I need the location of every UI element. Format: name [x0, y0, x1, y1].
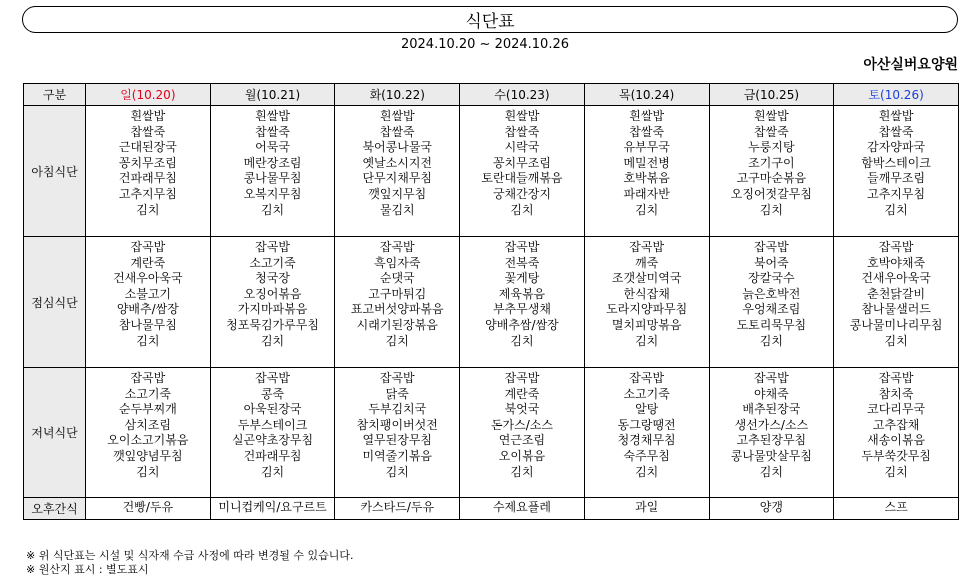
menu-item: 김치 [884, 464, 908, 479]
menu-item: 찹쌀죽 [753, 124, 789, 139]
note-change: ※ 위 식단표는 시설 및 식자재 수급 사정에 따라 변경될 수 있습니다. [26, 549, 354, 562]
meal-row-lunch [24, 237, 959, 368]
day-header-fri: 금(10.25) [709, 84, 834, 106]
menu-item: 김치 [635, 464, 659, 479]
menu-cell [584, 368, 709, 498]
menu-item: 흰쌀밥 [255, 109, 290, 123]
menu-item: 김치 [385, 464, 409, 479]
menu-item: 흰쌀밥 [629, 109, 665, 123]
menu-item: 부추무생채 [492, 302, 551, 317]
day-header-tue: 화(10.22) [335, 84, 460, 106]
snack-cell: 수제요플레 [460, 498, 585, 520]
note-origin: ※ 원산지 표시 : 별도표시 [26, 563, 149, 576]
menu-item: 고추잡채 [872, 417, 920, 432]
menu-item: 숙주무침 [623, 448, 670, 463]
menu-item: 조기구이 [748, 155, 795, 170]
menu-item: 닭죽 [385, 386, 409, 401]
menu-cell [335, 237, 460, 368]
meal-row-breakfast [24, 106, 959, 237]
menu-item: 장칼국수 [748, 271, 795, 286]
menu-item: 두부김치국 [368, 402, 427, 417]
menu-item: 가지마파볶음 [237, 302, 308, 317]
menu-item: 김치 [884, 202, 908, 217]
menu-body [24, 106, 959, 520]
menu-item: 소고기죽 [249, 255, 296, 270]
menu-item: 김치 [260, 202, 285, 217]
menu-item: 김치 [136, 333, 160, 348]
menu-item: 콩나물맛살무침 [730, 448, 812, 463]
menu-cell [834, 368, 959, 498]
menu-item: 잡곡밥 [255, 371, 290, 385]
menu-item: 깨죽 [635, 255, 659, 270]
snack-label: 오후간식 [24, 498, 86, 520]
menu-cell [210, 368, 335, 498]
menu-item: 돈가스/소스 [490, 417, 553, 432]
menu-item: 들깨무조림 [867, 171, 926, 186]
menu-cell [584, 106, 709, 237]
menu-cell [709, 368, 834, 498]
menu-item: 도라지양파무침 [606, 302, 688, 317]
meal-label: 저녁식단 [24, 368, 86, 498]
menu-item: 삼치조림 [124, 417, 172, 432]
menu-item: 고추지무침 [118, 186, 177, 201]
menu-item: 유부무국 [623, 140, 670, 155]
menu-item: 잡곡밥 [878, 240, 914, 254]
menu-item: 꽃게탕 [504, 271, 540, 286]
menu-item: 고추지무침 [867, 186, 926, 201]
menu-item: 잡곡밥 [878, 371, 914, 385]
menu-item: 메란장조림 [243, 155, 302, 170]
menu-item: 옛날소시지전 [362, 155, 433, 170]
menu-cell [460, 368, 585, 498]
menu-item: 북엇국 [504, 402, 540, 417]
menu-item: 시래기된장볶음 [356, 317, 438, 332]
menu-cell [709, 106, 834, 237]
menu-item: 콩나물무침 [243, 171, 302, 186]
menu-item: 제육볶음 [498, 286, 546, 301]
menu-item: 꽁치무조림 [492, 155, 551, 170]
menu-item: 양배추/쌈장 [116, 302, 179, 317]
menu-item: 한식잡채 [623, 286, 670, 301]
menu-table [23, 83, 959, 520]
menu-item: 춘천닭갈비 [867, 286, 926, 301]
menu-item: 새송이볶음 [867, 433, 926, 448]
menu-item: 잡곡밥 [629, 371, 665, 385]
menu-item: 청국장 [255, 271, 290, 286]
snack-cell: 과일 [584, 498, 709, 520]
day-header-mon: 월(10.21) [210, 84, 335, 106]
menu-item: 메밀전병 [623, 155, 670, 170]
menu-item: 양배추쌈/쌈장 [485, 317, 559, 332]
menu-cell [834, 237, 959, 368]
page-title: 식단표 [465, 12, 515, 32]
menu-item: 북어콩나물국 [362, 140, 433, 155]
menu-item: 김치 [635, 333, 659, 348]
menu-cell [86, 237, 211, 368]
menu-item: 김치 [884, 333, 908, 348]
menu-item: 잡곡밥 [753, 371, 789, 385]
menu-item: 깻잎양념무침 [113, 448, 183, 463]
menu-item: 김치 [260, 333, 285, 348]
facility-name: 아산실버요양원 [863, 57, 958, 73]
menu-item: 생선가스/소스 [734, 417, 809, 432]
menu-item: 건파래무침 [118, 171, 177, 186]
menu-item: 잡곡밥 [504, 240, 540, 254]
menu-item: 파래자반 [623, 186, 670, 201]
menu-cell [834, 106, 959, 237]
day-header-sat: 토(10.26) [834, 84, 959, 106]
menu-cell [709, 237, 834, 368]
corner-header: 구분 [24, 84, 86, 106]
menu-item: 야채죽 [753, 386, 789, 401]
menu-item: 아욱된장국 [243, 402, 302, 417]
menu-item: 참나물무침 [118, 317, 177, 332]
menu-item: 늙은호박전 [742, 286, 801, 301]
menu-item: 참치죽 [878, 386, 914, 401]
menu-cell [86, 368, 211, 498]
menu-item: 시락국 [504, 140, 540, 155]
meal-label: 점심식단 [24, 237, 86, 368]
menu-item: 토란대들깨볶음 [481, 171, 563, 186]
menu-item: 김치 [510, 464, 534, 479]
menu-item: 찹쌀죽 [878, 124, 914, 139]
menu-item: 우엉채조림 [742, 302, 801, 317]
menu-item: 호박야채죽 [867, 255, 926, 270]
menu-item: 콩죽 [260, 386, 285, 401]
menu-item: 김치 [385, 333, 409, 348]
menu-item: 북어죽 [753, 255, 789, 270]
menu-item: 찹쌀죽 [504, 124, 540, 139]
menu-item: 찹쌀죽 [629, 124, 665, 139]
menu-item: 건새우아욱국 [861, 271, 931, 286]
menu-cell [460, 237, 585, 368]
notes [26, 549, 353, 577]
day-header-wed: 수(10.23) [460, 84, 585, 106]
menu-item: 잡곡밥 [130, 240, 166, 254]
menu-item: 두부쑥갓무침 [861, 448, 931, 463]
menu-item: 찹쌀죽 [255, 124, 290, 139]
menu-cell [584, 237, 709, 368]
menu-item: 순댓국 [379, 271, 415, 286]
menu-item: 계란죽 [130, 255, 166, 270]
menu-item: 호박볶음 [623, 171, 670, 186]
menu-item: 흰쌀밥 [504, 109, 540, 123]
menu-item: 동그랑땡전 [617, 417, 676, 432]
menu-item: 잡곡밥 [379, 371, 415, 385]
snack-cell: 카스타드/두유 [335, 498, 460, 520]
menu-item: 고구마튀김 [368, 286, 427, 301]
menu-item: 도토리묵무침 [736, 317, 807, 332]
menu-item: 깻잎지무침 [368, 186, 427, 201]
menu-item: 물김치 [379, 202, 415, 217]
menu-item: 김치 [510, 202, 534, 217]
menu-cell [210, 237, 335, 368]
menu-item: 꽁치무조림 [118, 155, 177, 170]
menu-item: 찹쌀죽 [379, 124, 415, 139]
menu-item: 잡곡밥 [255, 240, 290, 254]
menu-period: 2024.10.20 ~ 2024.10.26 [400, 37, 570, 52]
snack-cell: 스프 [834, 498, 959, 520]
menu-item: 궁채간장지 [492, 186, 551, 201]
menu-item: 소고기죽 [623, 386, 670, 401]
menu-item: 참치팽이버섯전 [356, 417, 438, 432]
menu-title-box [22, 6, 958, 33]
menu-cell [86, 106, 211, 237]
menu-item: 실곤약초장무침 [231, 433, 314, 448]
menu-item: 김치 [759, 333, 783, 348]
menu-item: 흑임자죽 [374, 255, 421, 270]
menu-item: 조갯살미역국 [611, 271, 682, 286]
menu-item: 소고기죽 [124, 386, 172, 401]
menu-item: 미역줄기볶음 [362, 448, 433, 463]
menu-item: 어묵국 [255, 140, 290, 155]
menu-item: 김치 [759, 464, 783, 479]
menu-item: 소불고기 [124, 286, 172, 301]
menu-item: 김치 [260, 464, 285, 479]
menu-item: 건파래무침 [243, 448, 302, 463]
menu-item: 김치 [510, 333, 534, 348]
menu-item: 두부스테이크 [237, 417, 308, 432]
meal-label: 아침식단 [24, 106, 86, 237]
menu-item: 오복지무침 [243, 186, 302, 201]
menu-cell [460, 106, 585, 237]
menu-item: 잡곡밥 [504, 371, 540, 385]
menu-item: 잡곡밥 [753, 240, 789, 254]
menu-item: 근대된장국 [118, 140, 177, 155]
header-row [24, 84, 959, 106]
menu-item: 단무지채무침 [362, 171, 433, 186]
menu-item: 고추된장무침 [736, 433, 807, 448]
menu-item: 찹쌀죽 [130, 124, 166, 139]
snack-cell: 건빵/두유 [86, 498, 211, 520]
menu-item: 청경채무침 [617, 433, 676, 448]
menu-item: 김치 [635, 202, 659, 217]
menu-item: 건새우아욱국 [113, 271, 183, 286]
menu-item: 흰쌀밥 [878, 109, 914, 123]
snack-row [24, 498, 959, 520]
menu-item: 김치 [136, 202, 160, 217]
menu-item: 김치 [759, 202, 783, 217]
menu-item: 계란죽 [504, 386, 540, 401]
menu-item: 오이소고기볶음 [107, 433, 189, 448]
menu-item: 참나물샐러드 [861, 302, 931, 317]
menu-item: 감자양파국 [867, 140, 926, 155]
day-header-thu: 목(10.24) [584, 84, 709, 106]
menu-item: 멸치피망볶음 [611, 317, 682, 332]
menu-item: 함박스테이크 [861, 155, 931, 170]
menu-cell [335, 368, 460, 498]
meal-row-dinner [24, 368, 959, 498]
snack-cell: 미니컵케익/요구르트 [210, 498, 335, 520]
menu-item: 흰쌀밥 [379, 109, 415, 123]
menu-item: 청포묵김가루무침 [226, 317, 319, 332]
menu-item: 순두부찌개 [118, 402, 177, 417]
menu-cell [335, 106, 460, 237]
menu-item: 누룽지탕 [748, 140, 795, 155]
menu-cell [210, 106, 335, 237]
menu-item: 오징어젓갈무침 [730, 186, 812, 201]
menu-item: 잡곡밥 [629, 240, 665, 254]
menu-item: 오징어볶음 [243, 286, 302, 301]
menu-item: 흰쌀밥 [753, 109, 789, 123]
menu-item: 콩나물미나리무침 [849, 317, 943, 332]
menu-item: 열무된장무침 [362, 433, 433, 448]
day-header-sun: 일(10.20) [86, 84, 211, 106]
menu-item: 잡곡밥 [130, 371, 166, 385]
menu-item: 알탕 [635, 402, 659, 417]
menu-item: 흰쌀밥 [130, 109, 166, 123]
menu-item: 잡곡밥 [379, 240, 415, 254]
menu-item: 전복죽 [504, 255, 540, 270]
menu-item: 배추된장국 [742, 402, 801, 417]
menu-item: 연근조림 [498, 433, 546, 448]
menu-item: 코다리무국 [867, 402, 926, 417]
menu-item: 김치 [136, 464, 160, 479]
menu-item: 오이볶음 [498, 448, 546, 463]
menu-item: 고구마순볶음 [736, 171, 807, 186]
snack-cell: 양갱 [709, 498, 834, 520]
menu-item: 표고버섯양파볶음 [350, 302, 444, 317]
